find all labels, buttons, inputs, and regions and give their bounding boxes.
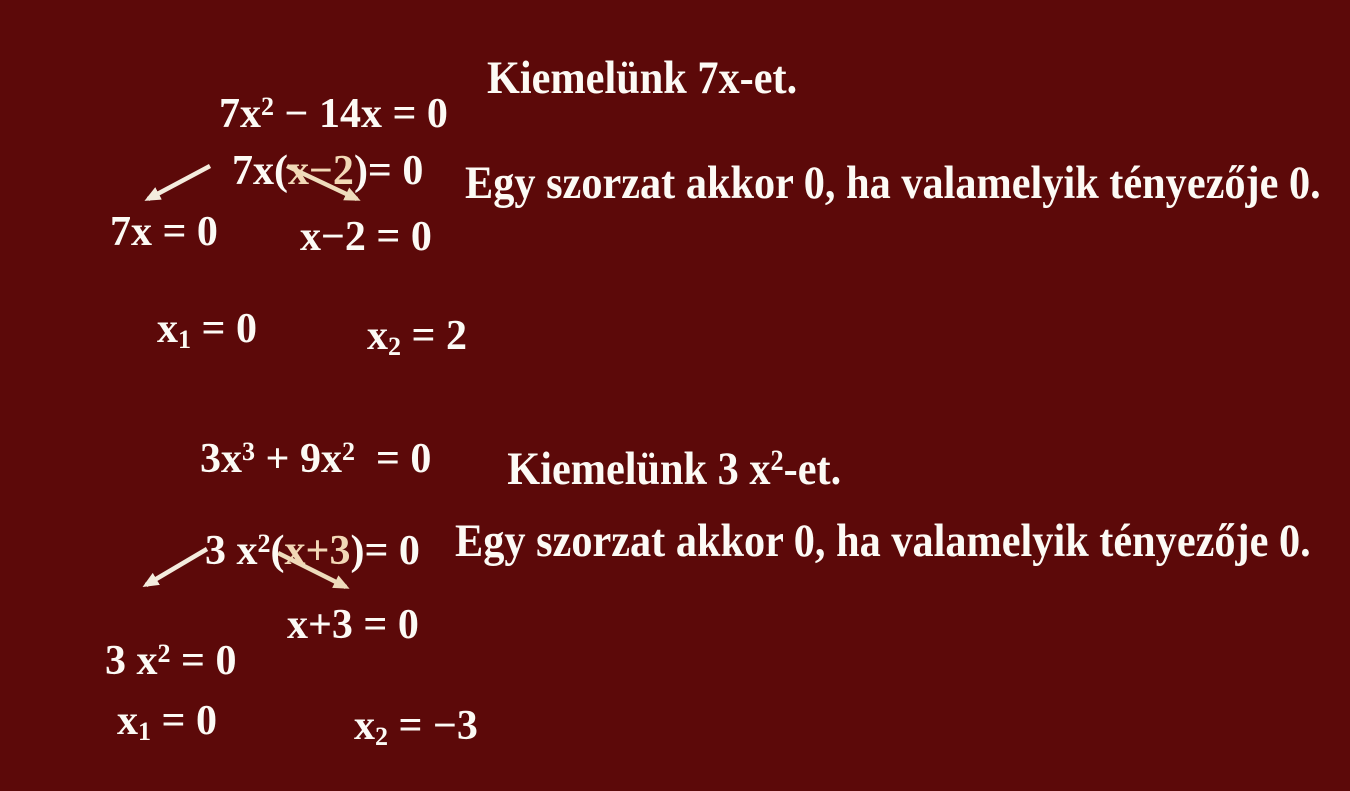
root-x2-section2 — [312, 663, 478, 789]
root-base: x — [354, 703, 375, 749]
note-factor-exponent: 2 — [770, 445, 784, 478]
branch-1-left-equation: 7x = 0 — [110, 209, 218, 255]
root-value: = −3 — [388, 703, 478, 749]
branch-2-left-exponent: 2 — [157, 638, 171, 668]
factored-2-pre: 3 x — [205, 528, 258, 574]
root-x1-section1 — [115, 266, 257, 392]
factored-1-inner: x−2 — [288, 148, 354, 194]
root-index: 1 — [138, 716, 152, 746]
root-index: 1 — [178, 324, 192, 354]
equation-2-mid: + 9x — [255, 436, 342, 482]
root-index: 2 — [388, 331, 402, 361]
equation-2-exponent-2: 2 — [341, 436, 355, 466]
equation-2-factored — [163, 488, 420, 614]
factored-2-exponent: 2 — [257, 528, 271, 558]
root-value: = 0 — [151, 698, 217, 744]
equation-2-pre: 3x — [200, 436, 242, 482]
equation-1-exponent: 2 — [261, 91, 275, 121]
root-base: x — [157, 306, 178, 352]
branch-2-left-post: = 0 — [170, 638, 237, 684]
root-index: 2 — [375, 721, 389, 751]
root-x1-section2 — [75, 658, 217, 784]
root-value: = 0 — [191, 306, 257, 352]
equation-1-pre: 7x — [219, 91, 261, 137]
factored-2-close: )= 0 — [350, 528, 420, 574]
equation-2-post: = 0 — [354, 436, 432, 482]
root-x2-section1 — [325, 273, 467, 399]
note-factor-out-7x: Kiemelünk 7x-et. — [487, 52, 798, 104]
factored-2-inner: x+3 — [284, 528, 351, 574]
equation-2-exponent-1: 3 — [242, 436, 256, 466]
equation-1-post: − 14x = 0 — [274, 91, 448, 137]
branch-2-right-equation: x+3 = 0 — [287, 602, 419, 648]
root-base: x — [117, 698, 138, 744]
factored-1-close: )= 0 — [353, 148, 424, 194]
factored-1-pre: 7x — [232, 148, 274, 194]
factored-1-open-paren: ( — [274, 148, 288, 194]
note-factor-post: -et. — [783, 443, 842, 495]
note-factor-pre: Kiemelünk 3 x — [507, 443, 771, 495]
branch-1-right-equation: x−2 = 0 — [300, 214, 432, 260]
note-product-zero-2: Egy szorzat akkor 0, ha valamelyik tényezője 0. — [455, 515, 1311, 567]
root-base: x — [367, 313, 388, 359]
factored-2-open-paren: ( — [270, 528, 285, 574]
note-product-zero-1: Egy szorzat akkor 0, ha valamelyik tényezője 0. — [465, 157, 1321, 209]
root-value: = 2 — [401, 313, 467, 359]
branch-2-left-pre: 3 x — [105, 638, 158, 684]
